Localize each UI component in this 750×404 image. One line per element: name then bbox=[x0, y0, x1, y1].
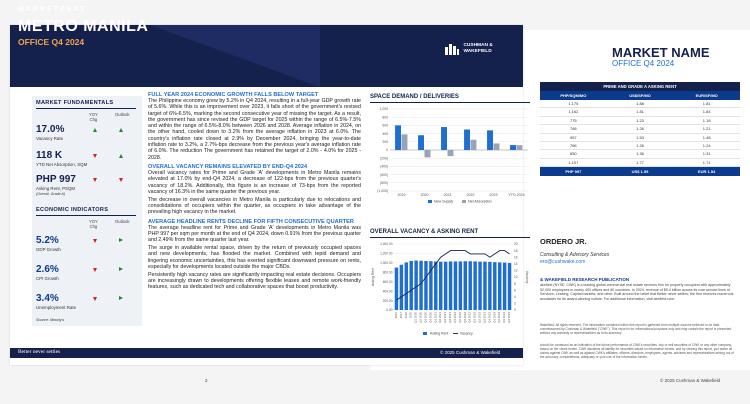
back-page-title: MARKET NAME bbox=[612, 45, 710, 60]
rent-table-foot-cell: PHP 997 bbox=[565, 169, 582, 175]
x-tick-label: Q4 2024 bbox=[507, 312, 512, 323]
arrow-down-icon bbox=[119, 178, 123, 182]
economic-indicators-heading: ECONOMIC INDICATORS bbox=[36, 207, 109, 213]
x-tick-label: 2020 bbox=[420, 193, 429, 197]
rent-table-cell: 1.31 bbox=[702, 151, 711, 157]
gdp-growth-value: 5.2% bbox=[36, 235, 59, 246]
bar-net-absorption bbox=[448, 150, 454, 156]
y-tick-label: (1,000) bbox=[377, 189, 388, 194]
legend-label: Asking Rent bbox=[430, 331, 449, 336]
rent-table-col: US$/SF/MO bbox=[629, 93, 651, 98]
bar-asking-rent bbox=[508, 263, 511, 310]
page-number: 2 bbox=[205, 378, 208, 383]
contact-name: ORDERO JR. bbox=[540, 237, 587, 246]
rent-table-row bbox=[540, 108, 740, 116]
x-tick-label: 2022 bbox=[466, 193, 475, 197]
bar-net-absorption bbox=[402, 134, 408, 150]
y-tick-label: 400 bbox=[382, 131, 388, 136]
rent-table-cell: 957 bbox=[569, 134, 577, 140]
bar-asking-rent bbox=[424, 261, 427, 310]
section-paragraph: The decrease in overall vacancies in Metro Manila is particularly due to relocations and consolidations of occupiers within the quarter, as occupiers in take advantage of the prevailing high vacancy in the market. bbox=[148, 196, 361, 216]
x-tick-label: 2019 bbox=[408, 312, 413, 319]
about-heading: & WAKEFIELD RESEARCH PUBLICATION bbox=[540, 277, 630, 282]
x-tick-label: 2023 bbox=[489, 193, 498, 197]
y-tick-label: (600) bbox=[380, 172, 388, 177]
y-tick-label-right: 10 bbox=[514, 275, 518, 280]
rent-table-cell: 1.88 bbox=[636, 101, 644, 106]
rent-table-row bbox=[540, 117, 740, 125]
y-tick-label: 800 bbox=[382, 115, 388, 120]
x-tick-label: Q1 2022 bbox=[452, 312, 457, 323]
legend-swatch bbox=[462, 200, 466, 203]
rent-table-cell: 1,107 bbox=[568, 159, 579, 165]
y-tick-label: 1,000 bbox=[379, 107, 388, 112]
bar-net-absorption bbox=[494, 143, 500, 150]
rent-table-cell: 766 bbox=[569, 142, 577, 148]
yoy-chg-col-header bbox=[89, 112, 98, 122]
section-paragraph: The surge in available rental space, driven by the return of previously occupied spaces and new developments, has flooded the market. Combined with tepid demand and lingering economic uncertainties, this has exerted significant downward pressure on rents, especially for developments located outside the major CBDs. bbox=[148, 244, 361, 270]
rent-table-title: PRIME AND GRADE A ASKING RENT bbox=[540, 82, 740, 91]
rent-table-footer bbox=[540, 167, 740, 176]
y-tick-label: (800) bbox=[380, 181, 388, 185]
rent-table-foot-cell: EUR 1.54 bbox=[698, 169, 716, 175]
y-tick-label-left: 400.00 bbox=[382, 289, 393, 294]
arrow-up-icon bbox=[119, 128, 123, 132]
cpi-growth-label: CPI Growth bbox=[36, 276, 59, 281]
y-tick-label-right: 16 bbox=[514, 255, 518, 260]
y-tick-label-left: 1,200.00 bbox=[380, 251, 393, 256]
bar-asking-rent bbox=[395, 268, 398, 310]
rent-table-header bbox=[540, 91, 740, 100]
outlook-col-header: Outlook bbox=[115, 219, 130, 224]
x-tick-label: 2016 bbox=[393, 312, 398, 319]
arrow-down-icon bbox=[93, 154, 97, 158]
y-tick-label-left: 1,000.00 bbox=[380, 261, 393, 266]
y-tick-label: (200) bbox=[380, 156, 388, 161]
vacancy-value: 17.0% bbox=[36, 124, 65, 135]
y-tick-label-left: 800.00 bbox=[382, 270, 393, 275]
footer-copyright: © 2025 Cushman & Wakefield bbox=[440, 350, 501, 355]
bar-asking-rent bbox=[444, 262, 447, 310]
unemployment-label: Unemployment Rate bbox=[36, 305, 77, 310]
bar-net-absorption bbox=[517, 145, 523, 150]
bar-asking-rent bbox=[493, 262, 496, 310]
divider bbox=[36, 215, 136, 216]
rent-table-cell: 775 bbox=[569, 117, 577, 123]
section-paragraph: The average headline rent for Prime and Grade 'A' developments in Metro Manila was PHP 997 per sqm per month at the end of Q4 2024, down 0.91% from the previous quarter and 2.49% from the same quarter last year. bbox=[148, 224, 361, 244]
col-label-yoy: YOY bbox=[89, 112, 98, 117]
divider bbox=[370, 237, 530, 238]
legend-label: New Supply bbox=[434, 199, 454, 204]
x-tick-label: YTD 2024 bbox=[508, 193, 525, 197]
x-tick-label: Q3 2024 bbox=[502, 312, 507, 323]
bar-asking-rent bbox=[468, 261, 471, 310]
back-page-copyright: © 2025 Cushman & Wakefield bbox=[660, 378, 721, 383]
contact-email-link[interactable]: ero@cushwake.com bbox=[540, 259, 586, 265]
rent-table-cell: 1.24 bbox=[702, 142, 711, 148]
x-tick-label: Q1 2021 bbox=[433, 312, 438, 323]
logo-line-1: CUSHMAN & bbox=[463, 43, 493, 49]
rent-table-cell: 1.81 bbox=[636, 109, 644, 115]
x-tick-label: Q2 2023 bbox=[477, 312, 482, 323]
y-tick-label: 0 bbox=[386, 148, 388, 153]
y-tick-label-left: 600.00 bbox=[382, 279, 393, 284]
outlook-col-header: Outlook bbox=[115, 112, 130, 117]
arrow-down-icon bbox=[93, 178, 97, 182]
legend-label: Vacancy bbox=[460, 331, 473, 336]
disclaimer-2: should be construed as an indication of the future performance of CWK's securities. buy or sell securities of CWK or any other company, based on the views herein. CWK disclaims all liability for securities based on information herein, and by viewing this report, you waive all claims against CWK as well as against CWK's affiliates, officers, directors, employees, agents, advisers and representatives arising out of the accuracy, completeness, adequacy or your use of the information herein. bbox=[540, 343, 734, 359]
bar-asking-rent bbox=[439, 262, 442, 310]
legend-swatch bbox=[423, 332, 427, 335]
bar-new-supply bbox=[510, 145, 516, 150]
y-tick-label-right: 12 bbox=[514, 268, 518, 273]
bar-net-absorption bbox=[471, 140, 477, 150]
x-tick-label: Q4 2023 bbox=[487, 312, 492, 323]
y-tick-label-right: 8 bbox=[514, 281, 516, 286]
section-paragraph: Persistently high vacancy rates are significantly impacting real estate decisions. Occupiers are increasingly drawn to developments offering flexible leases and remote work-friendly features, such as dedicated tech and collaborative spaces that boost productivity. bbox=[148, 271, 361, 291]
bar-asking-rent bbox=[478, 262, 481, 310]
x-tick-label: Q3 2022 bbox=[462, 312, 467, 323]
contact-role: Consulting & Advisory Services bbox=[540, 252, 610, 258]
bar-asking-rent bbox=[434, 261, 437, 310]
rent-table-row bbox=[540, 100, 740, 108]
rent-table-cell: 1.26 bbox=[636, 126, 644, 132]
x-tick-label: Q1 2020 bbox=[413, 312, 418, 323]
arrow-up-icon bbox=[119, 154, 123, 158]
body-column bbox=[148, 92, 361, 291]
banner-title: METRO MANILA bbox=[18, 18, 149, 35]
gdp-growth-label: GDP Growth bbox=[36, 247, 61, 252]
about-body: akefield (NYSE: CWK) is a leading global commercial real estate services firm for property occupiers with approximately 52,000 employees in nearly 400 offices and 60 countries. In 2024, revenue of $9.4 billion across its core service lines of Services, Leasing, Capital markets, and other. Built around the belief that Better never settles, the firm receives numerous accolades for its award-winning culture. For additional information, visit akefield.com. bbox=[540, 283, 734, 301]
rent-table-cell: 1.53 bbox=[636, 134, 644, 140]
rent-table-row bbox=[540, 159, 740, 167]
logo-mark-icon bbox=[445, 43, 459, 55]
x-tick-label: Q4 2021 bbox=[448, 312, 453, 323]
bar-asking-rent bbox=[503, 263, 506, 310]
rent-table-cell: 1.36 bbox=[636, 151, 644, 157]
vacancy-chart bbox=[368, 240, 532, 340]
yoy-chg-col-header bbox=[89, 219, 98, 229]
banner-decoration bbox=[150, 25, 320, 87]
banner-subtitle: OFFICE Q4 2024 bbox=[18, 37, 85, 47]
net-absorption-label: YTD Net Absorption, SQM bbox=[36, 162, 88, 167]
rent-table-row bbox=[540, 134, 740, 142]
bar-asking-rent bbox=[498, 262, 501, 310]
bar-asking-rent bbox=[449, 261, 452, 310]
arrow-right-icon bbox=[119, 296, 123, 300]
divider bbox=[370, 102, 530, 103]
x-tick-label: Q2 2021 bbox=[438, 312, 443, 323]
x-tick-label: Q1 2024 bbox=[492, 312, 497, 323]
section-paragraph: The Philippine economy grew by 5.2% in Q4 2024, resulting in a full-year GDP growth rate of 5.6%. While this is an improvement over 2023, it falls short of the government's revised target of 6%-6.5%, marking the second consecutive year of missing the target. As a result, the government has since revised the GDP target for 2025 within the range of 6.5%-7.5% and within the range of 6.5%-8.0% between 2026 and 2028. Average inflation in 2024, on the other hand, cooled down to 3.2% from the average inflation in 2023 at 6.0%. The country's inflation rate closed at 2.9% by December 2024, bringing the year-to-date inflation rate to 3.2%, a 2.7%-bps decrease from the previous year's average inflation rate of 6.0%. The reduction The government has retained the target of 2.0% - 4.0% for 2025 - 2028. bbox=[148, 98, 361, 161]
arrow-right-icon bbox=[119, 238, 123, 242]
bar-net-absorption bbox=[425, 150, 431, 157]
rent-table-row bbox=[540, 150, 740, 158]
asking-rent-value: PHP 997 bbox=[36, 174, 76, 185]
rent-table-cell: 1,175 bbox=[568, 101, 579, 106]
arrow-down-icon bbox=[93, 239, 97, 243]
rent-table-col: EUR/SF/MO bbox=[695, 93, 718, 98]
x-tick-label: Q2 2024 bbox=[497, 312, 502, 323]
y-tick-label: 600 bbox=[382, 123, 388, 128]
back-page-subtitle: OFFICE Q4 2024 bbox=[612, 59, 675, 68]
legend-label: Net Absorption bbox=[468, 199, 492, 204]
banner-eyebrow: MARKETBEAT bbox=[18, 6, 87, 13]
bar-asking-rent bbox=[405, 262, 408, 310]
col-label-chg: Chg bbox=[89, 224, 98, 229]
unemployment-value: 3.4% bbox=[36, 293, 59, 304]
y-tick-label-right: 14 bbox=[514, 262, 518, 266]
footer-tagline: Better never settles bbox=[18, 349, 61, 355]
rent-table-cell: 850 bbox=[569, 151, 577, 157]
y-tick-label: (400) bbox=[380, 164, 388, 169]
rent-table-cell: 1.77 bbox=[636, 159, 644, 165]
arrow-right-icon bbox=[119, 267, 123, 271]
y-tick-label-right: 6 bbox=[514, 288, 516, 293]
cushman-wakefield-logo bbox=[445, 40, 525, 56]
net-absorption-value: 118 K bbox=[36, 150, 63, 161]
section-heading-rents: AVERAGE HEADLINE RENTS DECLINE FOR FIFTH CONSECUTIVE QUARTER bbox=[148, 218, 354, 225]
section-heading-vacancy: OVERALL VACANCY REMAINS ELEVATED BY END-Q4 2024 bbox=[148, 163, 308, 170]
x-tick-label: Q3 2020 bbox=[423, 312, 428, 323]
bar-new-supply bbox=[487, 130, 493, 150]
arrow-down-icon bbox=[93, 297, 97, 301]
rent-table-cell: 766 bbox=[569, 126, 577, 132]
bar-new-supply bbox=[464, 130, 470, 151]
x-tick-label: Q4 2020 bbox=[428, 312, 433, 323]
x-tick-label: Q2 2022 bbox=[457, 312, 462, 323]
y-tick-label-right: 4 bbox=[514, 295, 516, 299]
y-axis-label-right: Vacancy bbox=[525, 270, 529, 284]
y-tick-label: 200 bbox=[382, 140, 388, 144]
vacancy-label: Vacancy Rate bbox=[36, 136, 64, 141]
rent-table-row bbox=[540, 142, 740, 150]
rent-table-foot-cell: US$ 1.59 bbox=[631, 169, 649, 175]
rent-table-row bbox=[540, 125, 740, 133]
rent-table bbox=[540, 82, 740, 176]
logo-line-2: WAKEFIELD bbox=[463, 48, 492, 54]
rent-table-cell: 1.71 bbox=[702, 159, 711, 165]
x-tick-label: 2017 bbox=[398, 312, 403, 319]
rent-table-cell: 1.48 bbox=[702, 134, 711, 140]
line-vacancy bbox=[396, 251, 509, 301]
arrow-down-icon bbox=[93, 268, 97, 272]
divider bbox=[36, 108, 136, 109]
source-note: Source: Moody's bbox=[36, 318, 65, 322]
bar-asking-rent bbox=[488, 262, 491, 310]
y-axis-label-left: Asking Rent bbox=[371, 267, 375, 287]
y-tick-label-right: 18 bbox=[514, 248, 518, 253]
supply-chart bbox=[368, 105, 532, 215]
x-tick-label: Q3 2023 bbox=[482, 312, 487, 323]
rent-table-cell: 1.26 bbox=[636, 142, 644, 148]
col-label-yoy: YOY bbox=[89, 219, 98, 224]
x-tick-label: 2019 bbox=[397, 193, 406, 197]
rent-table-cell: 1.23 bbox=[636, 117, 644, 123]
rent-table-cell: 1.18 bbox=[702, 117, 711, 123]
rent-table-cell: 1.81 bbox=[702, 101, 711, 106]
logo-text bbox=[463, 43, 492, 54]
arrow-up-icon bbox=[93, 128, 97, 132]
y-tick-label-right: 20 bbox=[514, 242, 518, 247]
bar-asking-rent bbox=[454, 261, 457, 310]
bar-asking-rent bbox=[409, 261, 412, 310]
x-tick-label: 2018 bbox=[403, 312, 408, 319]
y-tick-label-left: 0.00 bbox=[386, 308, 393, 313]
y-tick-label-right: 2 bbox=[514, 301, 516, 306]
market-fundamentals-heading: MARKET FUNDAMENTALS bbox=[36, 100, 114, 106]
asking-rent-note: (Overall, Grade A) bbox=[36, 192, 66, 196]
cpi-growth-value: 2.6% bbox=[36, 264, 59, 275]
section-paragraph: Overall vacancy rates for Prime and Grade 'A' developments in Metro Manila remains elevated at 17.0% by end-Q4 2024, a decrease of 122-bps from the previous quarter's vacancy of 18.2%. Additionally, this figure is an increase of 73-bps from the reported vacancy of 16.3% in the same quarter the previous year. bbox=[148, 169, 361, 195]
x-tick-label: Q2 2020 bbox=[418, 312, 423, 323]
y-tick-label-left: 1,400.00 bbox=[380, 242, 393, 247]
rent-table-col: PHP/SQM/MO bbox=[560, 93, 587, 98]
bar-asking-rent bbox=[419, 261, 422, 310]
vacancy-chart-title: OVERALL VACANCY & ASKING RENT bbox=[370, 229, 479, 235]
bar-asking-rent bbox=[464, 261, 467, 310]
asking-rent-label: Asking Rent, PSQM bbox=[36, 186, 76, 191]
bar-new-supply bbox=[418, 135, 424, 150]
col-label-chg: Chg bbox=[89, 117, 98, 122]
bar-new-supply bbox=[395, 125, 401, 150]
supply-chart-title: SPACE DEMAND / DELIVERIES bbox=[370, 94, 459, 100]
section-heading-economy: FULL YEAR 2024 ECONOMIC GROWTH FALLS BELOW TARGET bbox=[148, 92, 319, 98]
rent-table-cell: 1.84 bbox=[702, 109, 711, 115]
rent-table-body bbox=[540, 100, 740, 167]
bar-asking-rent bbox=[414, 261, 417, 311]
bar-asking-rent bbox=[483, 262, 486, 310]
x-tick-label: 2021 bbox=[443, 193, 452, 197]
rent-table-cell: 1.21 bbox=[702, 126, 711, 132]
y-tick-label-right: 0 bbox=[514, 308, 516, 313]
x-tick-label: Q4 2022 bbox=[467, 312, 472, 323]
x-tick-label: Q1 2023 bbox=[472, 312, 477, 323]
y-tick-label-left: 200.00 bbox=[382, 298, 393, 303]
x-tick-label: Q3 2021 bbox=[443, 312, 448, 323]
bar-asking-rent bbox=[459, 261, 462, 310]
legend-swatch bbox=[428, 200, 432, 203]
disclaimer-1: Wakefield. All rights reserved. The information contained within this report is gathered from multiple sources believed to be data commissioned by Cushman & Wakefield ("CWK"). This report is for informational purposes only and may contain the report is presented without any warranty or representations as to its accuracy. bbox=[540, 323, 732, 335]
bar-asking-rent bbox=[400, 265, 403, 310]
bar-asking-rent bbox=[473, 261, 476, 310]
rent-table-cell: 1,162 bbox=[568, 109, 579, 115]
bar-new-supply bbox=[441, 127, 447, 150]
